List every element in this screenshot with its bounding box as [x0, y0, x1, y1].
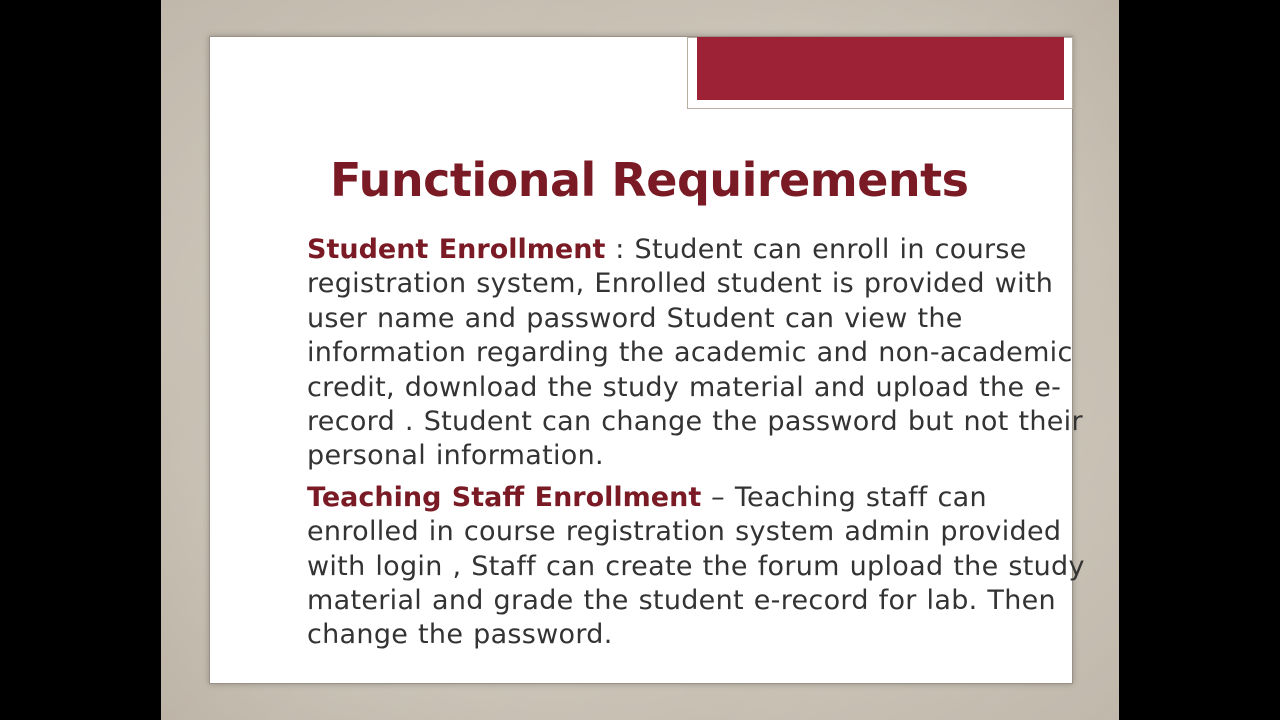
presentation-slide [161, 0, 1119, 720]
requirement-term: Teaching Staff Enrollment [307, 481, 702, 513]
requirement-separator: – [701, 481, 735, 513]
requirement-separator: : [605, 234, 635, 265]
requirement-teaching-staff-enrollment [307, 481, 1097, 653]
slide-title: Functional Requirements [330, 153, 969, 207]
accent-block [697, 37, 1064, 100]
requirement-text: Student can enroll in course registration system, Enrolled student is provided with user name and password Student can view the information regarding the academic and non-academic credit, download the study material and upload the e-record . Student can change the password but not their personal information. [307, 234, 1083, 472]
requirement-text: Teaching staff can enrolled in course registration system admin provided with login , Staff can create the forum upload the study material and grade the student e-record for lab. Then change the password. [307, 481, 1085, 651]
slide-content-panel [209, 36, 1085, 684]
requirement-term: Student Enrollment [307, 234, 606, 265]
slide-body [307, 233, 1097, 653]
requirement-student-enrollment [307, 233, 1097, 474]
